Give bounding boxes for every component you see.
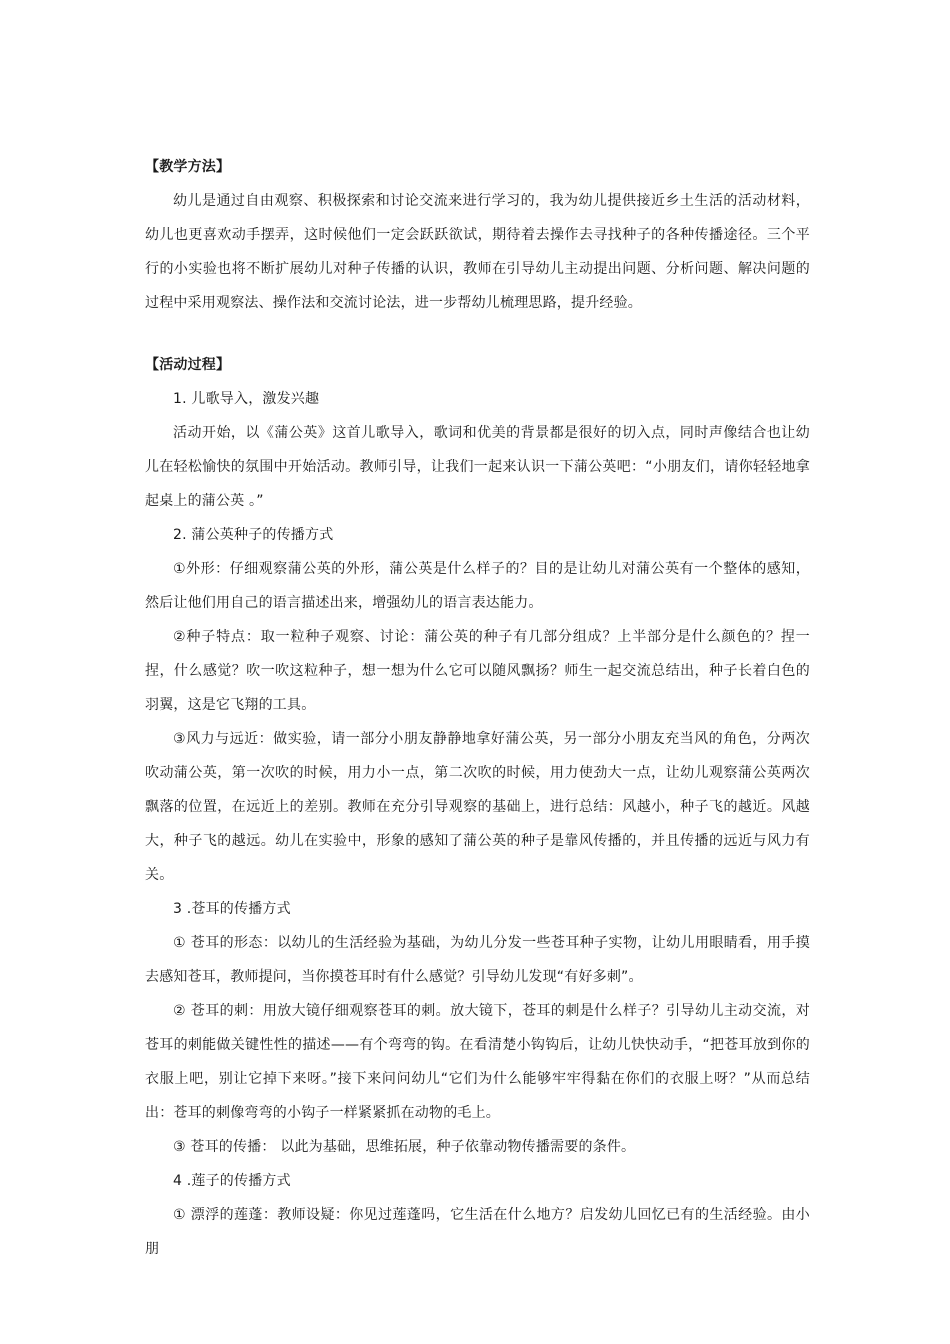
step2-title: 2. 蒲公英种子的传播方式 <box>173 527 334 543</box>
step3-title: 3 .苍耳的传播方式 <box>173 901 291 917</box>
step3-item-form: ① 苍耳的形态：以幼儿的生活经验为基础，为幼儿分发一些苍耳种子实物，让幼儿用眼睛看，用手摸去感知苍耳，教师提问，当你摸苍耳时有什么感觉？引导幼儿发现“有好多刺”。 <box>145 935 810 985</box>
step2-item-shape: ①外形：仔细观察蒲公英的外形，蒲公英是什么样子的？目的是让幼儿对蒲公英有一个整体的感知，然后让他们用自己的语言描述出来，增强幼儿的语言表达能力。 <box>145 561 810 611</box>
step4-item-floating: ① 漂浮的莲蓬：教师设疑：你见过莲蓬吗，它生活在什么地方？启发幼儿回忆已有的生活经验。由小朋 <box>145 1207 810 1257</box>
step4-title: 4 .莲子的传播方式 <box>173 1173 291 1189</box>
step1-text: 活动开始，以《蒲公英》这首儿歌导入，歌词和优美的背景都是很好的切入点，同时声像结合也让幼儿在轻松愉快的氛围中开始活动。教师引导，让我们一起来认识一下蒲公英吧：“小朋友们，请你轻轻地拿起桌上的蒲公英 。” <box>145 425 810 509</box>
step2-item-wind-distance: ③风力与远近：做实验，请一部分小朋友静静地拿好蒲公英，另一部分小朋友充当风的角色，分两次吹动蒲公英，第一次吹的时候，用力小一点，第二次吹的时候，用力使劲大一点，让幼儿观察蒲公英两次飘落的位置，在远近上的差别。教师在充分引导观察的基础上，进行总结：风越小，种子飞的越近。风越大，种子飞的越远。幼儿在实验中，形象的感知了蒲公英的种子是靠风传播的，并且传播的远近与风力有关。 <box>145 731 810 883</box>
step1-title: 1. 儿歌导入，激发兴趣 <box>173 391 320 407</box>
activity-process-heading: 【活动过程】 <box>145 357 231 373</box>
teaching-method-heading: 【教学方法】 <box>145 159 231 175</box>
step2-item-seed-features: ②种子特点：取一粒种子观察、讨论：蒲公英的种子有几部分组成？上半部分是什么颜色的？捏一捏，什么感觉？吹一吹这粒种子，想一想为什么它可以随风飘扬？师生一起交流总结出，种子长着白色的羽翼，这是它飞翔的工具。 <box>145 629 810 713</box>
teaching-method-paragraph: 幼儿是通过自由观察、积极探索和讨论交流来进行学习的，我为幼儿提供接近乡土生活的活动材料，幼儿也更喜欢动手摆弄，这时候他们一定会跃跃欲试，期待着去操作去寻找种子的各种传播途径。三个平行的小实验也将不断扩展幼儿对种子传播的认识，教师在引导幼儿主动提出问题、分析问题、解决问题的过程中采用观察法、操作法和交流讨论法，进一步帮幼儿梳理思路，提升经验。 <box>145 193 810 311</box>
step3-item-spread: ③ 苍耳的传播： 以此为基础，思维拓展，种子依靠动物传播需要的条件。 <box>173 1139 636 1155</box>
step3-item-thorns: ② 苍耳的刺：用放大镜仔细观察苍耳的刺。放大镜下，苍耳的刺是什么样子？引导幼儿主动交流，对苍耳的刺能做关键性性的描述——有个弯弯的钩。在看清楚小钩钩后，让幼儿快快动手，“把苍耳放到你的衣服上吧，别让它掉下来呀。”接下来问问幼儿“它们为什么能够牢牢得黏在你们的衣服上呀？”从而总结出：苍耳的刺像弯弯的小钩子一样紧紧抓在动物的毛上。 <box>145 1003 810 1121</box>
document-page <box>145 150 810 1266</box>
